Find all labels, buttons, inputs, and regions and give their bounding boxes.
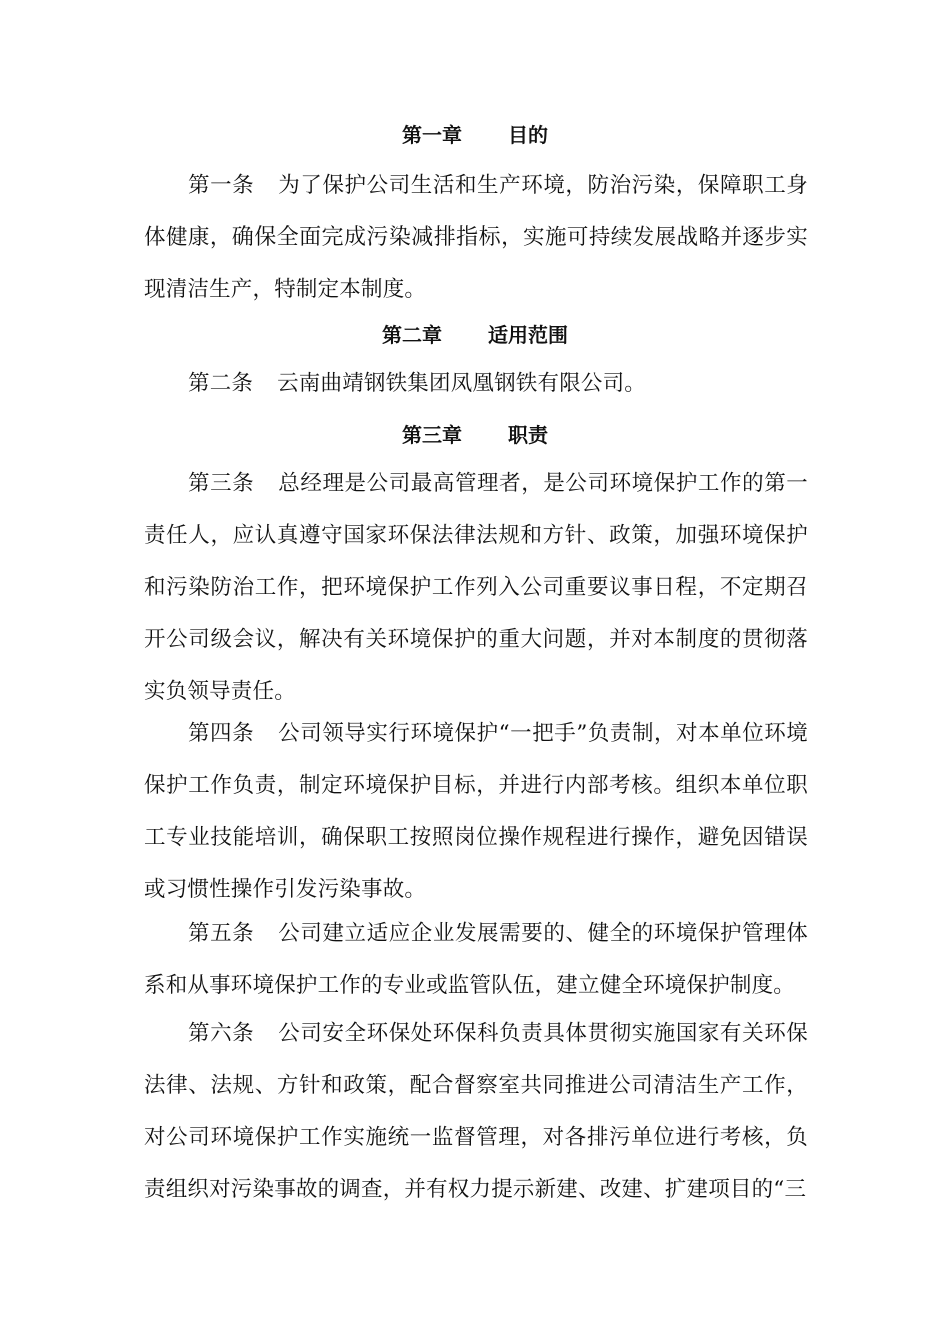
article-number: 第二条 <box>188 371 254 396</box>
article-text: 公司建立适应企业发展需要的、健全的环境保护管理体系和从事环境保护工作的专业或监管队伍，建立健全环境保护制度。 <box>144 921 808 998</box>
chapter-number: 第二章 <box>382 323 442 347</box>
chapter-title: 职责 <box>508 423 548 447</box>
chapter-title: 适用范围 <box>488 323 568 347</box>
chapter-heading-2 <box>0 321 950 349</box>
chapter-number: 第三章 <box>402 423 462 447</box>
article-6 <box>144 1008 808 1216</box>
article-number: 第一条 <box>188 173 255 198</box>
article-text: ，实施可持续发展战略并逐步实现清洁生产，特制定本制度。 <box>144 225 808 302</box>
article-number: 第六条 <box>188 1021 255 1046</box>
article-emphasis-text: 确保全面完成污染减排指标 <box>231 225 502 250</box>
article-number: 第三条 <box>188 471 255 496</box>
article-text: 公司领导实行环境保护“一把手”负责制，对本单位环境保护工作负责，制定环境保护目标，并进行内部考核。组织本单位职工专业技能培训，确保职工按照岗位操作规程进行操作，避免因错误或习惯性操作引发污染事故。 <box>144 721 808 902</box>
article-text: 公司安全环保处环保科负责具体贯彻实施国家有关环保法律、法规、方针和政策，配合督察室共同推进公司清洁生产工作，对公司环境保护工作实施统一监督管理，对各排污单位进行考核，负责组织对污染事故的调查，并有权力提示新建、改建、扩建项目的“三 <box>144 1021 808 1202</box>
article-text: 云南曲靖钢铁集团凤凰钢铁有限公司。 <box>277 371 647 396</box>
article-number: 第四条 <box>188 721 255 746</box>
article-3 <box>144 458 808 718</box>
article-text: 为了保护公司生活和生产环境，防治污染，保障职工身体健康， <box>144 173 808 250</box>
article-2 <box>144 358 808 410</box>
article-text: 总经理是公司最高管理者，是公司环境保护工作的第一责任人，应认真遵守国家环保法律法规和方针、政策，加强环境保护和污染防治工作，把环境保护工作列入公司重要议事日程，不定期召开公司级会议，解决有关环境保护的重大问题，并对本制度的贯彻落实负领导责任。 <box>144 471 808 704</box>
article-1 <box>144 160 808 316</box>
article-number: 第五条 <box>188 921 255 946</box>
article-5 <box>144 908 808 1012</box>
chapter-number: 第一章 <box>402 123 462 147</box>
chapter-heading-1 <box>0 121 950 149</box>
chapter-title: 目的 <box>508 123 548 147</box>
chapter-heading-3 <box>0 421 950 449</box>
article-4 <box>144 708 808 916</box>
